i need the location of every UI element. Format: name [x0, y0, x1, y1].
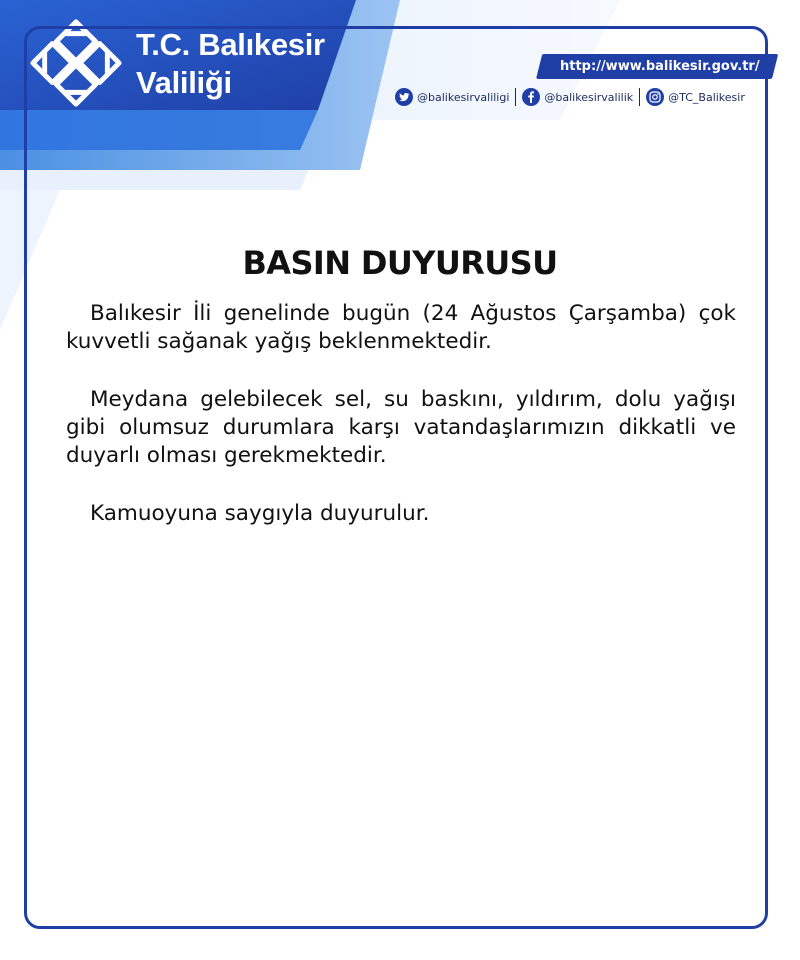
- announcement-title: BASIN DUYURUSU: [242, 244, 558, 282]
- announcement-paragraph: Balıkesir İli genelinde bugün (24 Ağustos Çarşamba) çok kuvvetli sağanak yağış beklenmektedir.: [66, 301, 736, 354]
- facebook-link[interactable]: [522, 88, 633, 106]
- announcement-paragraph: Meydana gelebilecek sel, su baskını, yıldırım, dolu yağışı gibi olumsuz durumlara karşı vatandaşlarımızın dikkatli ve duyarlı olması gerekmektedir.: [66, 387, 736, 468]
- header-title-line1: T.C. Balıkesir: [136, 27, 325, 62]
- twitter-link[interactable]: [395, 88, 509, 106]
- divider: [639, 88, 640, 106]
- facebook-icon: [522, 88, 540, 106]
- website-link[interactable]: http://www.balikesir.gov.tr/: [560, 59, 760, 74]
- announcement-paragraph: Kamuoyuna saygıyla duyurulur.: [90, 501, 430, 526]
- facebook-handle: @balikesirvalilik: [544, 90, 634, 104]
- instagram-link[interactable]: [646, 88, 745, 106]
- header-title-line2: Valiliği: [136, 65, 232, 100]
- instagram-handle: @TC_Balikesir: [668, 90, 745, 104]
- twitter-handle: @balikesirvaliligi: [417, 90, 510, 104]
- twitter-icon: [395, 88, 413, 106]
- instagram-icon: [646, 88, 664, 106]
- social-links: [395, 86, 745, 108]
- announcement-body: [66, 300, 736, 558]
- divider: [515, 88, 516, 106]
